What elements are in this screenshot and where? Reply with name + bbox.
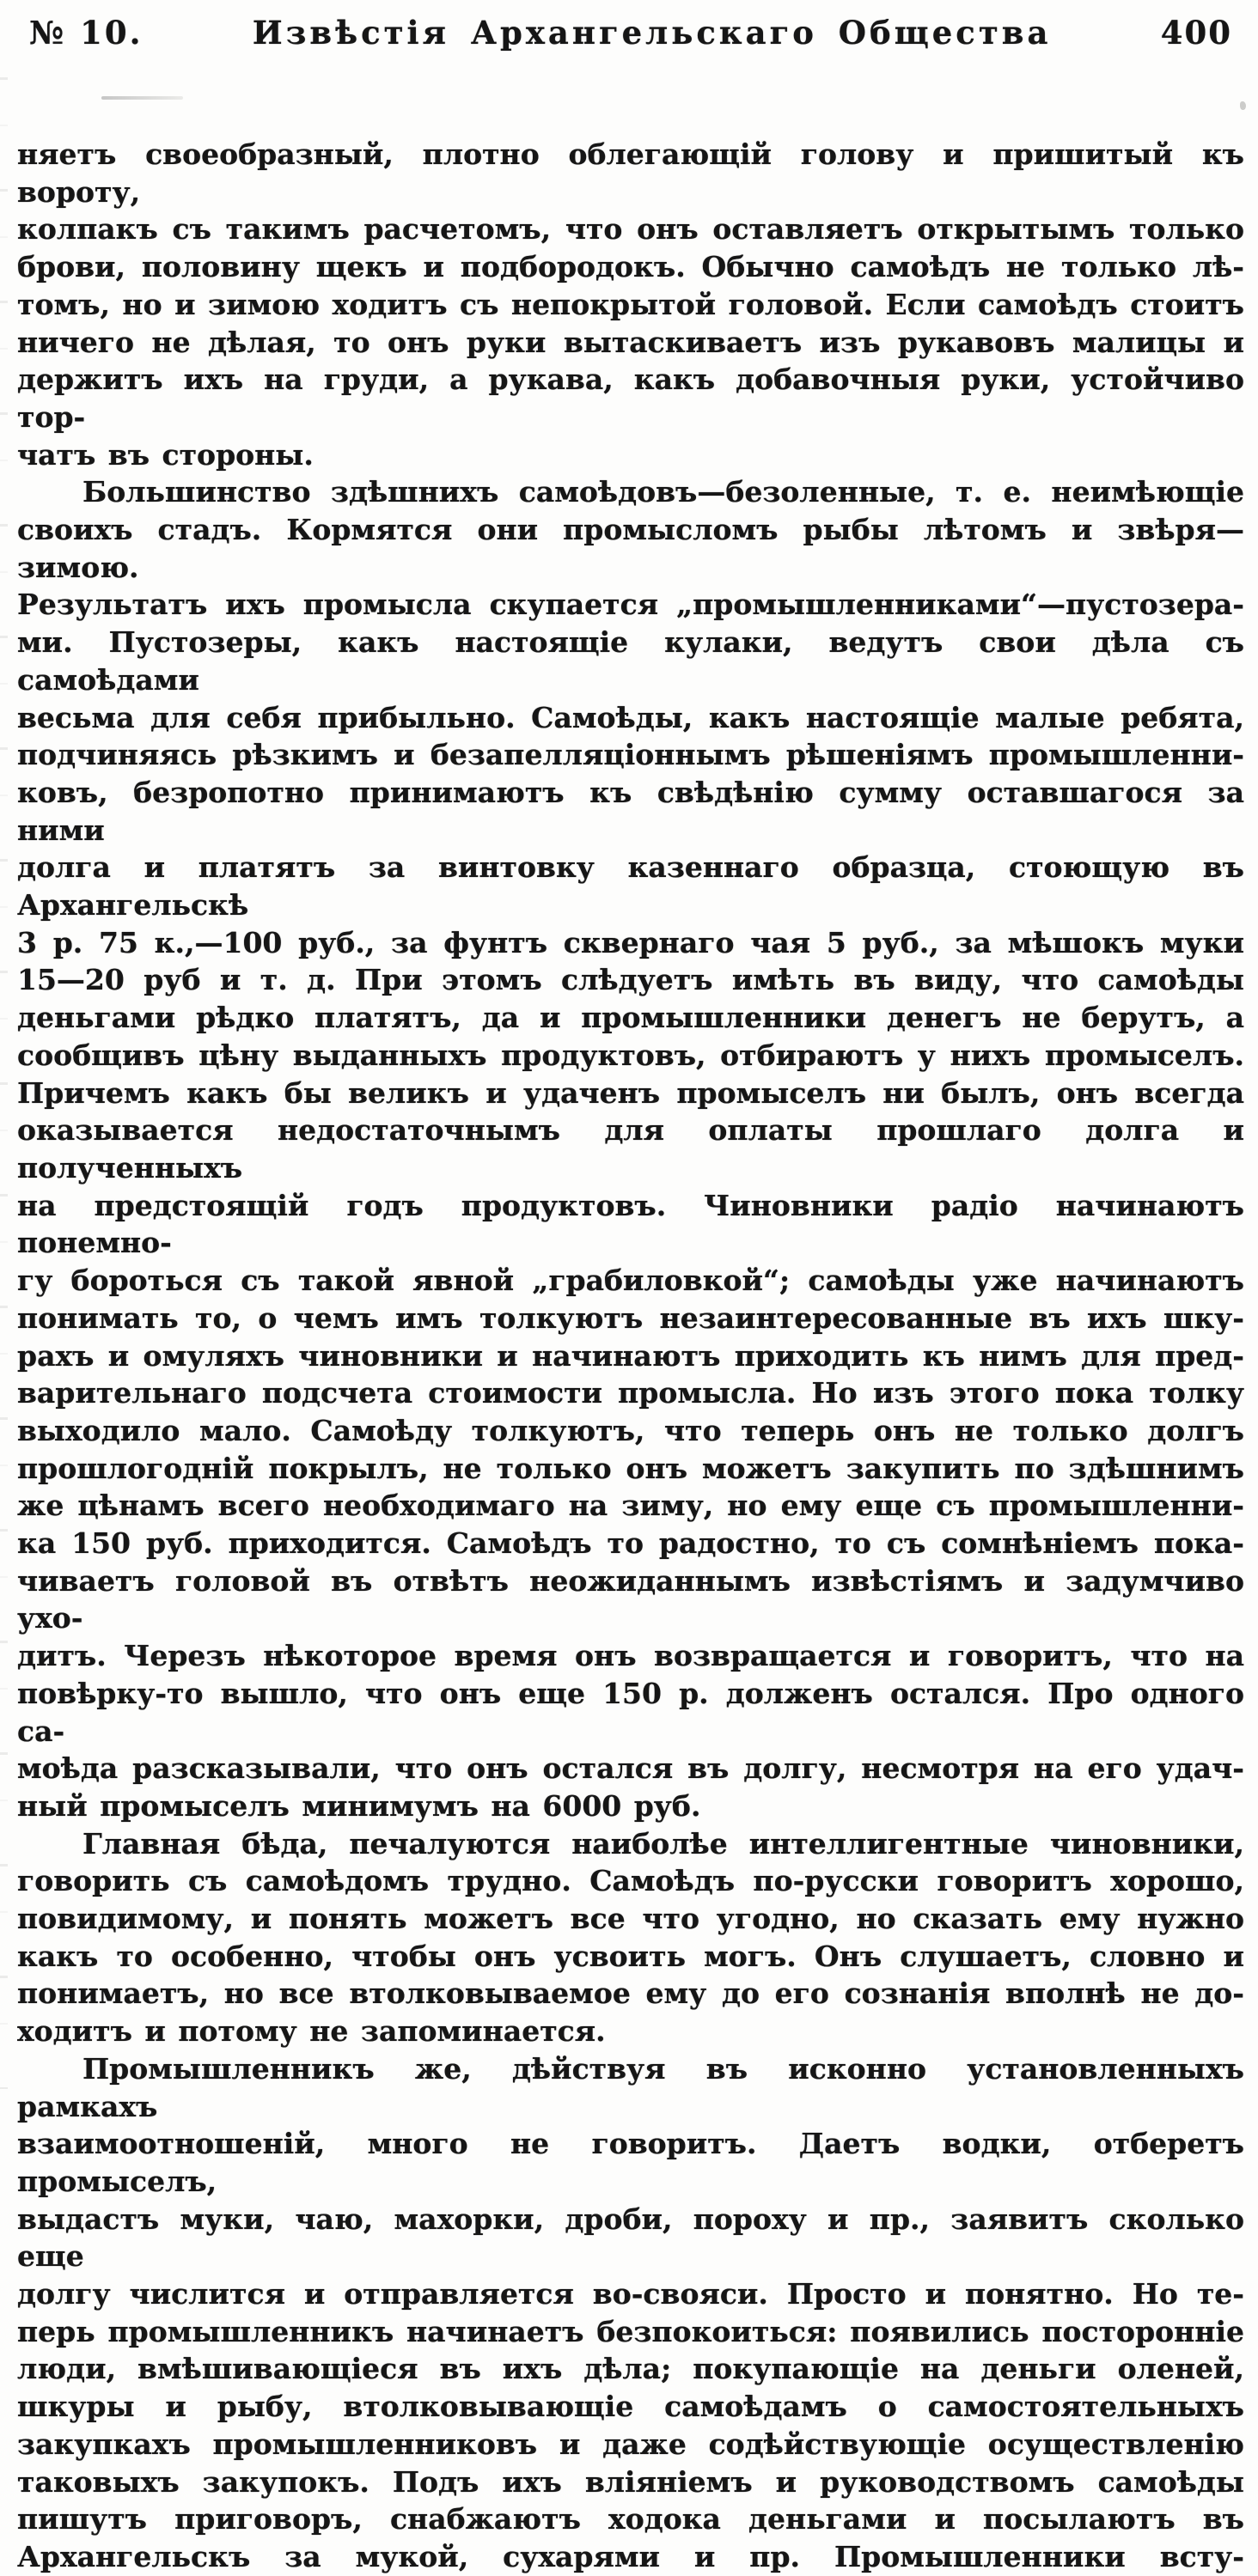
- text-line: дитъ. Черезъ нѣкоторое время онъ возвращается и говоритъ, что на: [17, 1639, 1244, 1673]
- text-line: варительнаго подсчета стоимости промысла. Но изъ этого пока толку: [17, 1376, 1244, 1410]
- text-line: выдастъ муки, чаю, махорки, дроби, пороху и пр., заявитъ сколько еще: [17, 2201, 1244, 2274]
- text-line: 3 р. 75 к.,—100 руб., за фунтъ сквернаго чая 5 руб., за мѣшокъ муки: [17, 925, 1244, 959]
- text-line: ми. Пустозеры, какъ настоящіе кулаки, ведутъ свои дѣла съ самоѣдами: [17, 625, 1244, 697]
- text-line: Архангельскъ за мукой, сухарями и пр. Промышленники всту-: [17, 2540, 1244, 2573]
- text-line: сообщивъ цѣну выданныхъ продуктовъ, отбираютъ у нихъ промыселъ.: [17, 1038, 1244, 1072]
- text-line: понимаетъ, но все втолковываемое ему до его сознанія вполнѣ не до-: [17, 1976, 1244, 2011]
- paragraph: [17, 2050, 1244, 2576]
- text-line: ный промыселъ минимумъ на 6000 руб.: [17, 1788, 701, 1823]
- text-line: колпакъ съ такимъ расчетомъ, что онъ оставляетъ открытымъ только: [17, 212, 1244, 247]
- text-line: же цѣнамъ всего необходимаго на зиму, но ему еще съ промышленни-: [17, 1489, 1244, 1523]
- journal-title: Извѣстія Архангельскаго Общества: [252, 14, 1052, 52]
- text-line: пишутъ приговоръ, снабжаютъ ходока деньгами и посылаютъ въ: [17, 2502, 1244, 2536]
- text-line: повидимому, и понять можетъ все что угодно, но сказать ему нужно: [17, 1902, 1244, 1936]
- text-line: моѣда разсказывали, что онъ остался въ долгу, несмотря на его удач-: [17, 1751, 1244, 1786]
- page-number: 400: [1160, 14, 1232, 52]
- text-line: Большинство здѣшнихъ самоѣдовъ—безоленные, т. е. неимѣющіе: [82, 475, 1244, 509]
- text-line: деньгами рѣдко платятъ, да и промышленники денегъ не берутъ, а: [17, 1001, 1244, 1035]
- text-line: шкуры и рыбу, втолковывающіе самоѣдамъ о самостоятельныхъ: [17, 2390, 1244, 2424]
- text-line: понимать то, о чемъ имъ толкуютъ незаинтересованные въ ихъ шку-: [17, 1300, 1244, 1335]
- running-head: [0, 0, 1258, 52]
- text-line: таковыхъ закупокъ. Подъ ихъ вліяніемъ и руководствомъ самоѣды: [17, 2464, 1244, 2499]
- ink-speck-artifact: [1240, 101, 1246, 110]
- paragraph: [17, 1825, 1244, 2050]
- text-line: няетъ своеобразный, плотно облегающій голову и пришитый къ вороту,: [17, 137, 1244, 209]
- text-line: своихъ стадъ. Кормятся они промысломъ рыбы лѣтомъ и звѣря—зимою.: [17, 513, 1244, 584]
- text-line: ходитъ и потому не запоминается.: [17, 2014, 606, 2049]
- text-line: ка 150 руб. приходится. Самоѣдъ то радостно, то съ сомнѣніемъ пока-: [17, 1526, 1244, 1561]
- text-line: перь промышленникъ начинаетъ безпокоиться: появились посторонніе: [17, 2314, 1244, 2348]
- text-line: оказывается недостаточнымъ для оплаты прошлаго долга и полученныхъ: [17, 1113, 1244, 1184]
- text-line: выходило мало. Самоѣду толкуютъ, что теперь онъ не только долгъ: [17, 1413, 1244, 1447]
- text-line: рахъ и омуляхъ чиновники и начинаютъ приходить къ нимъ для пред-: [17, 1338, 1244, 1373]
- page-body: [17, 136, 1244, 2576]
- text-line: долгу числится и отправляется во-свояси. Просто и понятно. Но те-: [17, 2277, 1244, 2311]
- text-line: ковъ, безропотно принимаютъ къ свѣдѣнію сумму оставшагося за ними: [17, 775, 1244, 847]
- text-line: Главная бѣда, печалуются наиболѣе интеллигентные чиновники,: [82, 1826, 1244, 1860]
- text-line: люди, вмѣшивающіеся въ ихъ дѣла; покупающіе на деньги оленей,: [17, 2352, 1244, 2386]
- text-line: чатъ въ стороны.: [17, 437, 314, 472]
- text-line: закупкахъ промышленниковъ и даже содѣйствующіе осуществленію: [17, 2427, 1244, 2461]
- text-line: на предстоящій годъ продуктовъ. Чиновники радіо начинаютъ понемно-: [17, 1188, 1244, 1260]
- text-line: Причемъ какъ бы великъ и удаченъ промыселъ ни былъ, онъ всегда: [17, 1075, 1244, 1110]
- text-line: чиваетъ головой въ отвѣтъ неожиданнымъ извѣстіямъ и задумчиво ухо-: [17, 1563, 1244, 1635]
- text-line: долга и платятъ за винтовку казеннаго образца, стоющую въ Архангельскѣ: [17, 850, 1244, 923]
- text-line: подчиняясь рѣзкимъ и безапелляціоннымъ рѣшеніямъ промышленни-: [17, 738, 1244, 772]
- text-line: томъ, но и зимою ходитъ съ непокрытой головой. Если самоѣдъ стоитъ: [17, 287, 1244, 321]
- text-line: говорить съ самоѣдомъ трудно. Самоѣдъ по-русски говоритъ хорошо,: [17, 1864, 1244, 1898]
- scan-edge-noise-artifact: [0, 77, 8, 2089]
- text-line: брови, половину щекъ и подбородокъ. Обычно самоѣдъ не только лѣ-: [17, 250, 1244, 284]
- text-line: 15—20 руб и т. д. При этомъ слѣдуетъ имѣть въ виду, что самоѣды: [17, 963, 1244, 997]
- text-line: Промышленникъ же, дѣйствуя въ исконно установленныхъ рамкахъ: [17, 2051, 1244, 2123]
- paragraph: [17, 473, 1244, 1824]
- issue-number: № 10.: [29, 14, 144, 52]
- text-line: повѣрку-то вышло, что онъ еще 150 р. долженъ остался. Про одного са-: [17, 1676, 1244, 1748]
- header-rule-artifact: [101, 96, 183, 100]
- text-line: взаимоотношеній, много не говоритъ. Даетъ водки, отберетъ промыселъ,: [17, 2127, 1244, 2198]
- text-line: весьма для себя прибыльно. Самоѣды, какъ настоящіе малые ребята,: [17, 700, 1244, 734]
- paragraph: [17, 136, 1244, 473]
- text-line: какъ то особенно, чтобы онъ усвоить могъ. Онъ слушаетъ, словно и: [17, 1939, 1244, 1973]
- text-line: ничего не дѣлая, то онъ руки вытаскиваетъ изъ рукавовъ малицы и: [17, 325, 1244, 359]
- text-line: прошлогодній покрылъ, не только онъ можетъ закупить по здѣшнимъ: [17, 1451, 1244, 1485]
- text-line: Результатъ ихъ промысла скупается „промышленниками“—пустозера-: [17, 588, 1244, 622]
- text-line: держитъ ихъ на груди, а рукава, какъ добавочныя руки, устойчиво тор-: [17, 362, 1244, 434]
- text-line: гу бороться съ такой явной „грабиловкой“; самоѣды уже начинаютъ: [17, 1264, 1244, 1298]
